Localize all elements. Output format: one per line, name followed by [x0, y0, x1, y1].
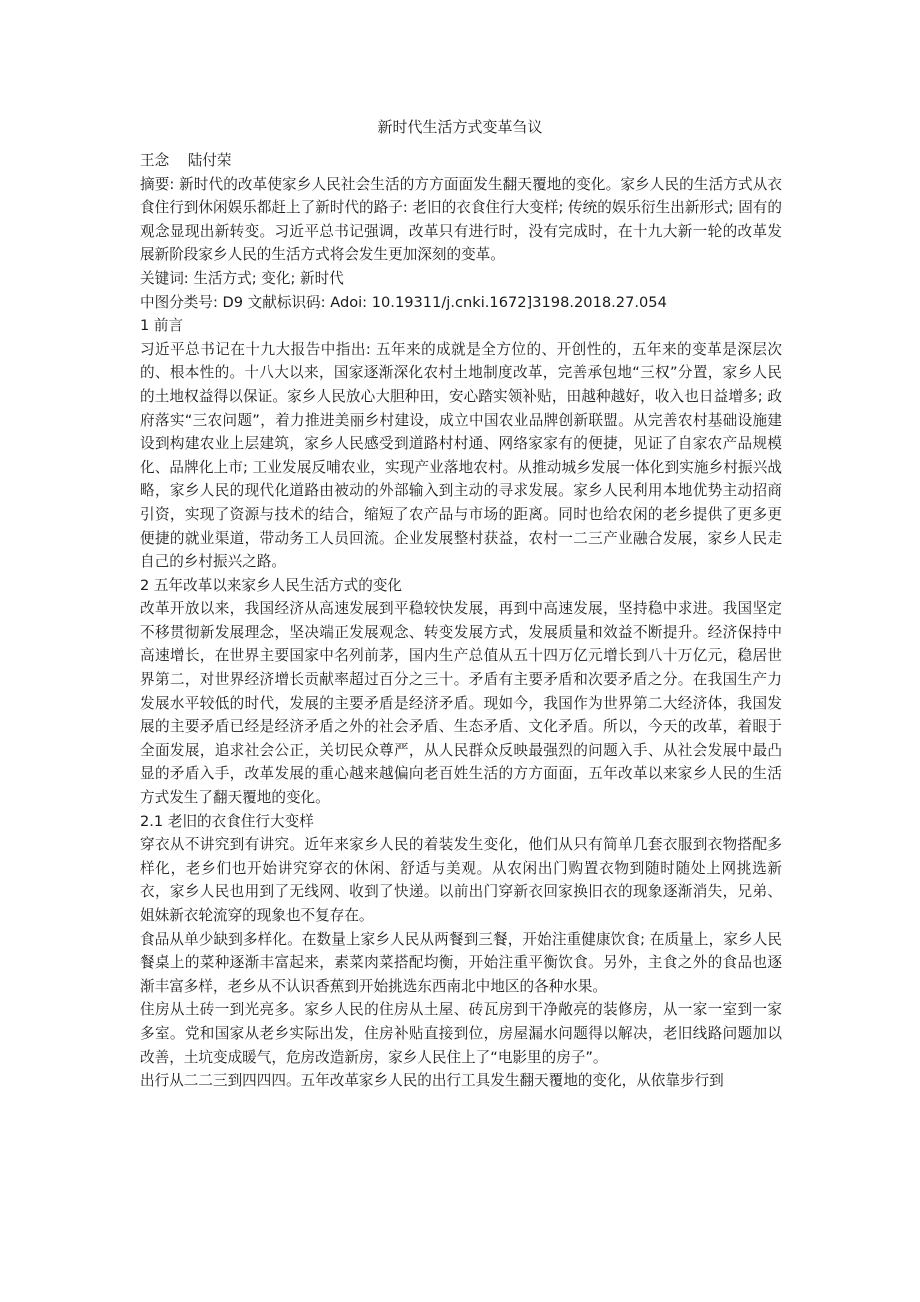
classification: 中图分类号: D9 文献标识码: Adoi: 10.19311/j.cnki.1672]3198.2018.27.054	[140, 293, 667, 311]
document-title: 新时代生活方式变革刍议	[377, 118, 543, 136]
abstract: 摘要: 新时代的改革使家乡人民社会生活的方方面面发生翻天覆地的变化。家乡人民的生活方式从衣食住行到休闲娱乐都赶上了新时代的路子: 老旧的衣食住行大变样; 传统的娱乐衍生出新形式; 固有的观念显现出新转变。习近平总书记强调，改革只有进行时，没有完成时，在十九大新一轮的改革发展新阶段家乡人民的生活方式将会发生更加深刻的变革。	[140, 175, 782, 264]
paragraph-travel: 出行从二二三到四四四。五年改革家乡人民的出行工具发生翻天覆地的变化，从依靠步行到	[140, 1072, 724, 1090]
section-1-paragraph: 习近平总书记在十九大报告中指出: 五年来的成就是全方位的、开创性的，五年来的变革是深层次的、根本性的。十八大以来，国家逐渐深化农村土地制度改革，完善承包地“三权”分置，家乡人民的土地权益得以保证。家乡人民放心大胆种田，安心踏实领补贴，田越种越好，收入也日益增多; 政府落实“三农问题”，着力推进美丽乡村建设，成立中国农业品牌创新联盟。从完善农村基础设施建设到构建农业上层建筑，家乡人民感受到道路村村通、网络家家有的便捷，见证了自家农产品规模化、品牌化上市; 工业发展反哺农业，实现产业落地农村。从推动城乡发展一体化到实施乡村振兴战略，家乡人民的现代化道路由被动的外部输入到主动的寻求发展。家乡人民利用本地优势主动招商引资，实现了资源与技术的结合，缩短了农产品与市场的距离。同时也给农闲的老乡提供了更多更便捷的就业渠道，带动务工人员回流。企业发展整村获益，农村一二三产业融合发展，家乡人民走自己的乡村振兴之路。	[140, 340, 782, 571]
paragraph-clothing: 穿衣从不讲究到有讲究。近年来家乡人民的着装发生变化，他们从只有简单几套衣服到衣物搭配多样化，老乡们也开始讲究穿衣的休闲、舒适与美观。从农闲出门购置衣物到随时随处上网挑选新衣，家乡人民也用到了无线网、收到了快递。以前出门穿新衣回家换旧衣的现象逐渐消失，兄弟、姐妹新衣轮流穿的现象也不复存在。	[140, 836, 782, 924]
keywords: 关键词: 生活方式; 变化; 新时代	[140, 269, 344, 287]
paragraph-housing: 住房从土砖一到光亮多。家乡人民的住房从土屋、砖瓦房到干净敞亮的装修房，从一家一室到一家多室。党和国家从老乡实际出发，住房补贴直接到位，房屋漏水问题得以解决，老旧线路问题加以改善，土坑变成暖气，危房改造新房，家乡人民住上了“电影里的房子”。	[140, 1001, 782, 1066]
section-heading-2: 2 五年改革以来家乡人民生活方式的变化	[140, 576, 403, 594]
section-heading-1: 1 前言	[140, 317, 184, 335]
authors: 王念 陆付荣	[140, 152, 232, 169]
section-heading-2-1: 2.1 老旧的衣食住行大变样	[140, 812, 314, 830]
section-2-paragraph: 改革开放以来，我国经济从高速发展到平稳较快发展，再到中高速发展，坚持稳中求进。我国坚定不移贯彻新发展理念，坚决端正发展观念、转变发展方式，发展质量和效益不断提升。经济保持中高速增长，在世界主要国家中名列前茅，国内生产总值从五十四万亿元增长到八十万亿元，稳居世界第二，对世界经济增长贡献率超过百分之三十。矛盾有主要矛盾和次要矛盾之分。在我国生产力发展水平较低的时代，发展的主要矛盾是经济矛盾。现如今，我国作为世界第二大经济体，我国发展的主要矛盾已经是经济矛盾之外的社会矛盾、生态矛盾、文化矛盾。所以，今天的改革，着眼于全面发展，追求社会公正，关切民众尊严，从人民群众反映最强烈的问题入手、从社会发展中最凸显的矛盾入手，改革发展的重心越来越偏向老百姓生活的方方面面，五年改革以来家乡人民的生活方式发生了翻天覆地的变化。	[140, 600, 782, 807]
paragraph-food: 食品从单少缺到多样化。在数量上家乡人民从两餐到三餐，开始注重健康饮食; 在质量上，家乡人民餐桌上的菜种逐渐丰富起来，素菜肉菜搭配均衡，开始注重平衡饮食。另外，主食之外的食品也逐渐丰富多样，老乡从不认识香蕉到开始挑选东西南北中地区的各种水果。	[140, 930, 782, 995]
document-body	[140, 149, 782, 1093]
